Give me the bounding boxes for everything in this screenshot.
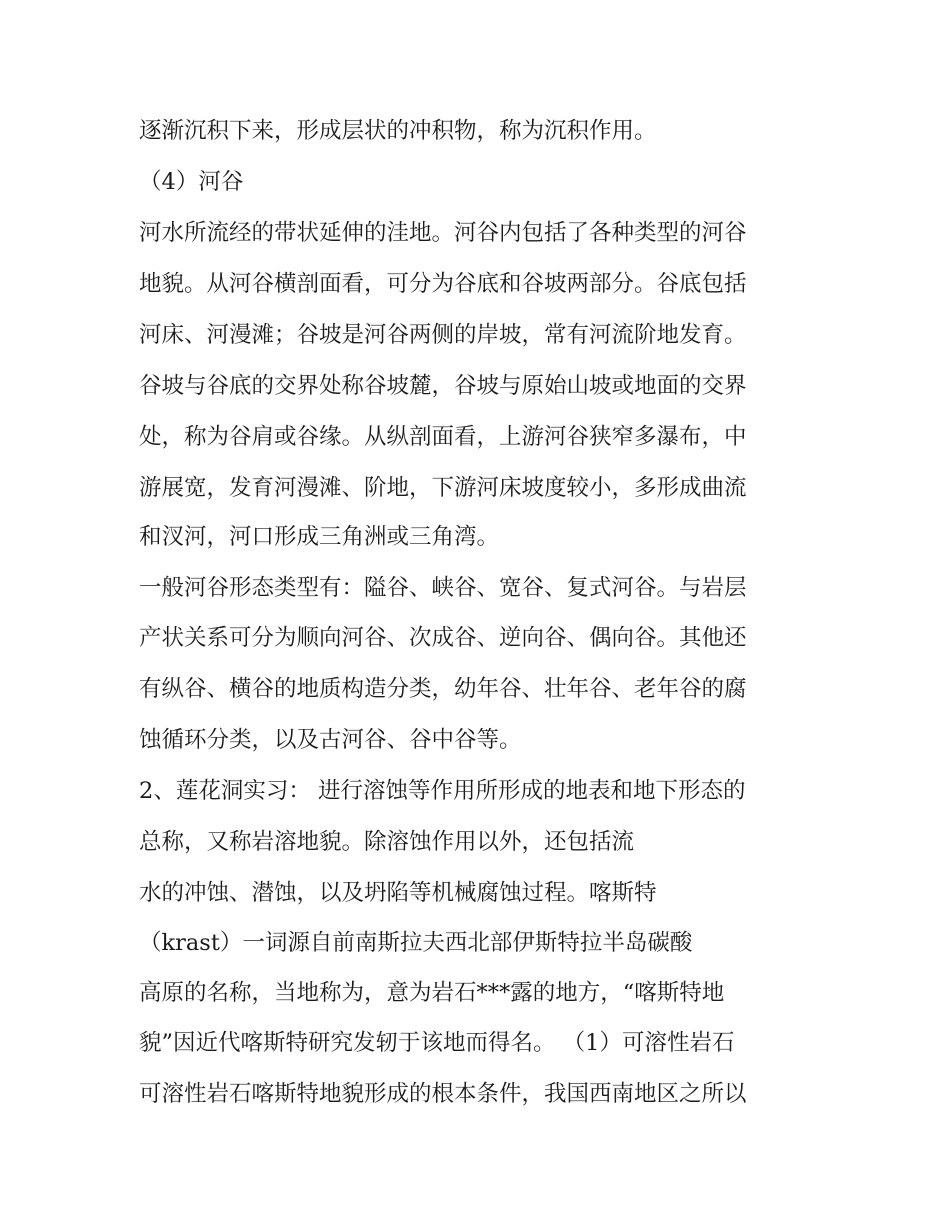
text-line: （krast）一词源自前南斯拉夫西北部伊斯特拉半岛碳酸 bbox=[139, 930, 693, 956]
text-line: 游展宽，发育河漫滩、阶地，下游河床坡度较小，多形成曲流 bbox=[139, 475, 747, 501]
text-line: 可溶性岩石喀斯特地貌形成的根本条件，我国西南地区之所以 bbox=[139, 1081, 747, 1107]
text-line: 谷坡与谷底的交界处称谷坡麓，谷坡与原始山坡或地面的交界 bbox=[139, 373, 747, 399]
text-line: 逐渐沉积下来，形成层状的冲积物，称为沉积作用。 bbox=[139, 118, 657, 144]
text-line: 河床、河漫滩；谷坡是河谷两侧的岸坡，常有河流阶地发育。 bbox=[139, 322, 747, 348]
text-line: 蚀循环分类，以及古河谷、谷中谷等。 bbox=[139, 727, 522, 753]
text-line: 水的冲蚀、潜蚀，以及坍陷等机械腐蚀过程。喀斯特 bbox=[139, 880, 657, 906]
text-line: 高原的名称，当地称为，意为岩石***露的地方，“喀斯特地 bbox=[139, 980, 725, 1006]
text-line: 有纵谷、横谷的地质构造分类，幼年谷、壮年谷、老年谷的腐 bbox=[139, 676, 747, 702]
text-line: 产状关系可分为顺向河谷、次成谷、逆向谷、偶向谷。其他还 bbox=[139, 625, 747, 651]
text-line: 和汊河，河口形成三角洲或三角湾。 bbox=[139, 524, 500, 550]
text-line: 河水所流经的带状延伸的洼地。河谷内包括了各种类型的河谷 bbox=[139, 220, 747, 246]
text-line: 地貌。从河谷横剖面看，可分为谷底和谷坡两部分。谷底包括 bbox=[139, 271, 747, 297]
text-line: 貌”因近代喀斯特研究发轫于该地而得名。 （1）可溶性岩石 bbox=[139, 1030, 735, 1056]
text-line: 总称，又称岩溶地貌。除溶蚀作用以外，还包括流 bbox=[139, 829, 635, 855]
text-line: 处，称为谷肩或谷缘。从纵剖面看，上游河谷狭窄多瀑布，中 bbox=[139, 424, 747, 450]
text-line: 2、莲花洞实习： 进行溶蚀等作用所形成的地表和地下形态的 bbox=[139, 778, 746, 804]
text-line: 一般河谷形态类型有：隘谷、峡谷、宽谷、复式河谷。与岩层 bbox=[139, 575, 747, 601]
section-heading: （4）河谷 bbox=[139, 169, 244, 195]
